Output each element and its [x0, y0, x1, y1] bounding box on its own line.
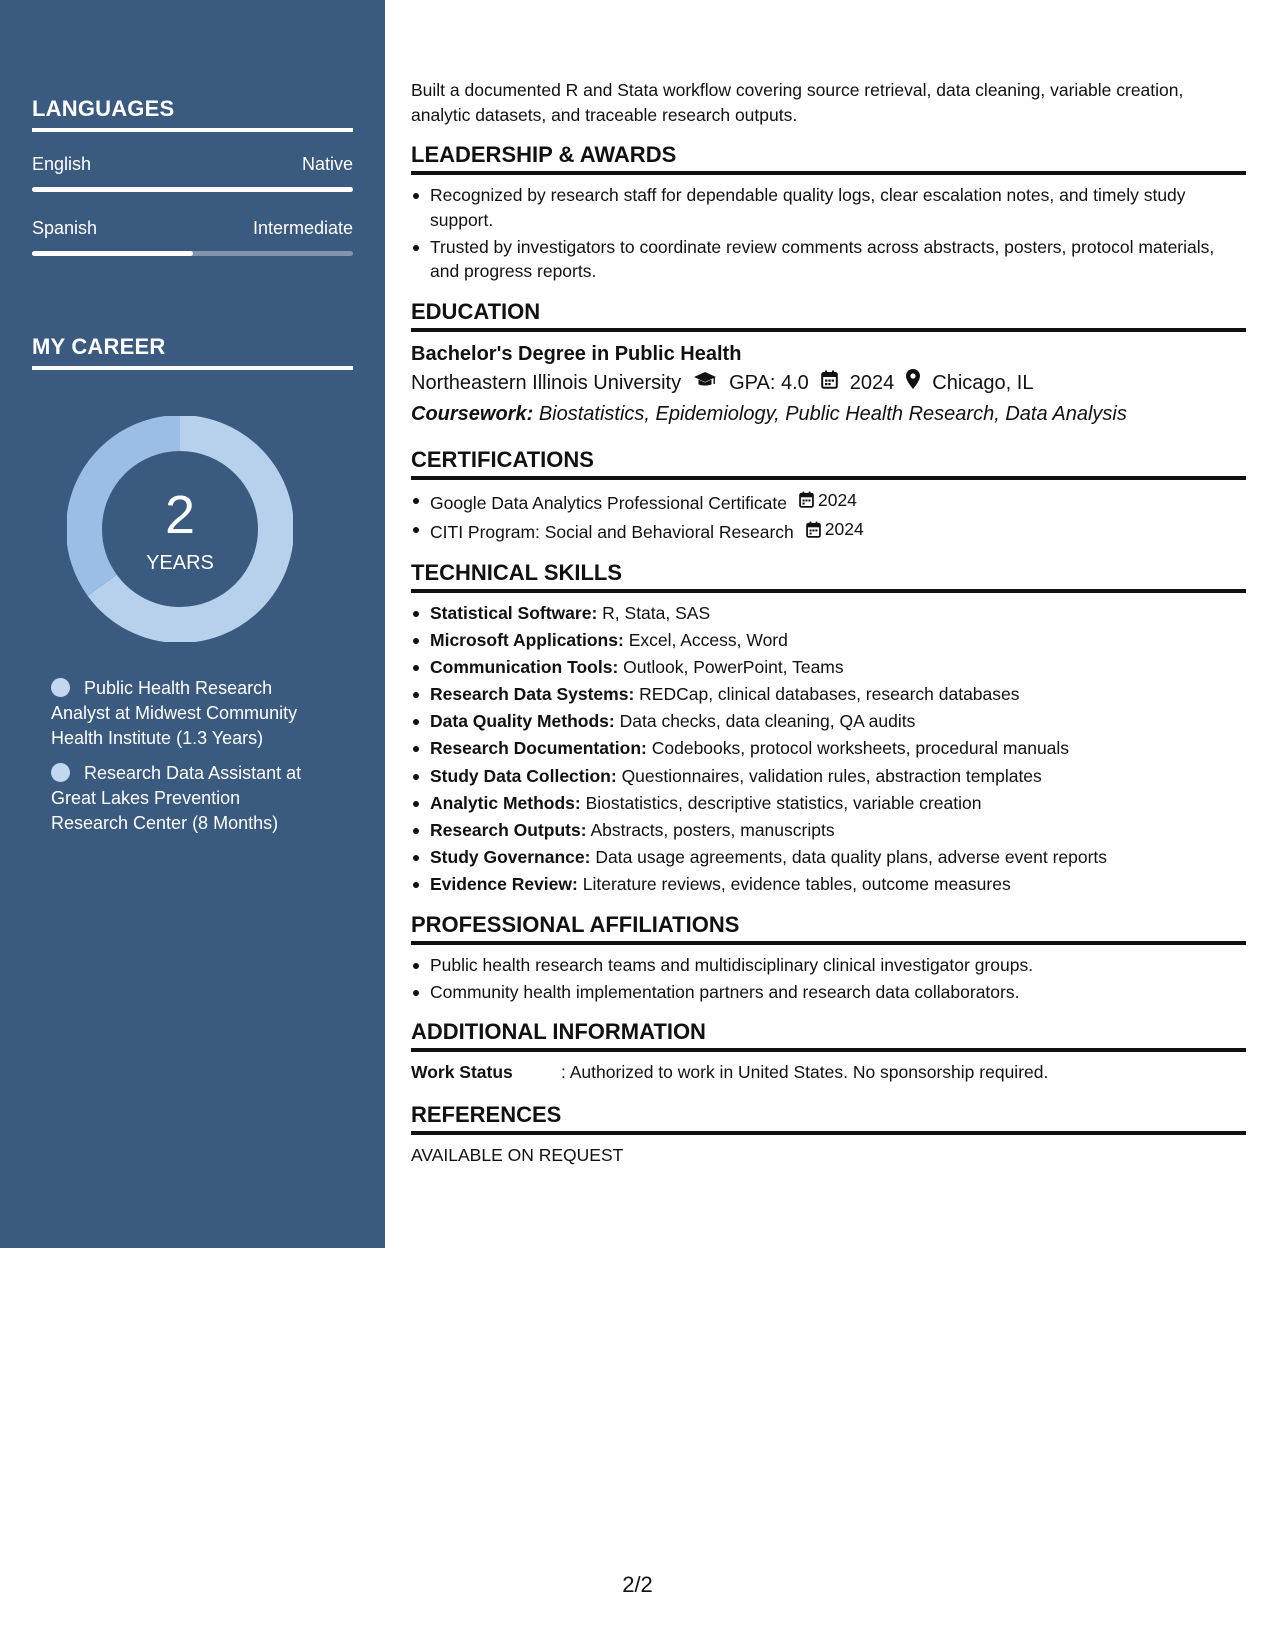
coursework-label: Coursework:: [411, 402, 534, 425]
career-years-number: 2: [164, 485, 196, 545]
skill-value: Abstracts, posters, manuscripts: [590, 820, 835, 840]
skill-label: Study Data Collection:: [430, 765, 617, 786]
skill-item: [411, 791, 1246, 816]
graduation-cap-icon: [693, 368, 717, 399]
education-details: [411, 368, 1246, 399]
skill-value: Data checks, data cleaning, QA audits: [619, 711, 916, 732]
certification-date: [806, 517, 864, 542]
skills-list: [411, 601, 1246, 897]
calendar-icon: [799, 491, 814, 508]
work-status-value: : Authorized to work in United States. No sponsorship required.: [561, 1062, 1049, 1083]
language-proficiency-bar: [32, 251, 353, 256]
language-level: Intermediate: [252, 218, 353, 238]
language-name: Spanish: [32, 218, 98, 238]
certification-name: Google Data Analytics Professional Certificate: [430, 492, 787, 513]
skill-item: [411, 601, 1246, 626]
certification-date: [799, 488, 857, 513]
skill-value: REDCap, clinical databases, research databases: [639, 684, 1020, 705]
references-text: AVAILABLE ON REQUEST: [411, 1144, 624, 1165]
education-year: 2024: [849, 371, 895, 394]
language-row-english: [32, 154, 353, 175]
education-school: Northeastern Illinois University: [411, 371, 682, 394]
affiliation-item: Community health implementation partners and research data collaborators.: [411, 980, 1246, 1005]
skill-label: Statistical Software:: [430, 602, 598, 623]
certifications-list: [411, 488, 1246, 545]
calendar-icon: [806, 521, 821, 538]
affiliation-item: Public health research teams and multidisciplinary clinical investigator groups.: [411, 953, 1246, 978]
certifications-heading: CERTIFICATIONS: [411, 446, 1246, 480]
skill-label: Study Governance:: [430, 847, 591, 868]
education-degree: Bachelor's Degree in Public Health: [411, 342, 742, 365]
career-years-unit: YEARS: [146, 552, 214, 574]
sidebar: [0, 0, 385, 1248]
language-level: Native: [301, 154, 353, 174]
skill-label: Data Quality Methods:: [430, 711, 615, 732]
career-item-text: Public Health Research Analyst at Midwest Community Health Institute (1.3 Years): [51, 678, 298, 748]
career-item-text: Research Data Assistant at Great Lakes Prevention Research Center (8 Months): [51, 763, 302, 833]
education-gpa: GPA: 4.0: [729, 371, 809, 394]
skill-label: Research Outputs:: [430, 820, 587, 840]
languages-heading: LANGUAGES: [32, 96, 353, 132]
leadership-item: Recognized by research staff for dependable quality logs, clear escalation notes, and timely study support.: [411, 183, 1246, 232]
skill-item: [411, 872, 1246, 897]
certification-year: 2024: [817, 489, 857, 510]
career-dot-icon: [51, 763, 70, 782]
language-row-spanish: [32, 218, 353, 239]
education-coursework: [411, 399, 1246, 430]
career-dot-icon: [51, 678, 70, 697]
career-heading: MY CAREER: [32, 334, 353, 370]
skill-value: Biostatistics, descriptive statistics, variable creation: [585, 792, 982, 813]
skill-value: Data usage agreements, data quality plans, adverse event reports: [595, 847, 1108, 868]
leadership-list: [411, 183, 1246, 284]
skill-label: Evidence Review:: [430, 874, 578, 895]
skill-label: Analytic Methods:: [430, 792, 581, 813]
skill-item: [411, 818, 1246, 843]
skill-value: Literature reviews, evidence tables, outcome measures: [582, 874, 1011, 895]
language-name: English: [32, 154, 92, 174]
skill-value: Outlook, PowerPoint, Teams: [623, 656, 844, 677]
additional-info-heading: ADDITIONAL INFORMATION: [411, 1018, 1246, 1052]
skill-item: [411, 655, 1246, 680]
skill-item: [411, 764, 1246, 789]
page-number: 2/2: [622, 1572, 653, 1597]
certification-item: [411, 517, 1246, 544]
skill-item: [411, 736, 1246, 761]
skill-item: [411, 682, 1246, 707]
affiliations-list: [411, 953, 1246, 1005]
leadership-heading: LEADERSHIP & AWARDS: [411, 141, 1246, 175]
affiliations-heading: PROFESSIONAL AFFILIATIONS: [411, 911, 1246, 945]
skill-value: Excel, Access, Word: [628, 629, 788, 650]
skill-label: Microsoft Applications:: [430, 629, 624, 650]
work-status-row: [411, 1060, 1246, 1085]
certification-year: 2024: [824, 519, 864, 540]
coursework-value: Biostatistics, Epidemiology, Public Health Research, Data Analysis: [538, 402, 1127, 425]
references-heading: REFERENCES: [411, 1101, 1246, 1135]
education-location: Chicago, IL: [932, 371, 1034, 394]
location-pin-icon: [906, 368, 920, 399]
career-list: [51, 676, 321, 836]
intro-text: Built a documented R and Stata workflow covering source retrieval, data cleaning, variable creation, analytic datasets, and traceable research outputs.: [411, 80, 1184, 125]
skills-heading: TECHNICAL SKILLS: [411, 559, 1246, 593]
leadership-item: Trusted by investigators to coordinate review comments across abstracts, posters, protocol materials, and progress reports.: [411, 235, 1246, 284]
skill-value: Codebooks, protocol worksheets, procedural manuals: [651, 738, 1070, 759]
career-item: [51, 761, 321, 836]
main-content: [411, 78, 1246, 1167]
skill-label: Research Documentation:: [430, 738, 647, 759]
skill-label: Communication Tools:: [430, 656, 619, 677]
career-years-donut: [67, 416, 293, 642]
skill-item: [411, 845, 1246, 870]
skill-value: R, Stata, SAS: [602, 602, 711, 623]
calendar-icon: [821, 368, 838, 399]
certification-name: CITI Program: Social and Behavioral Research: [430, 522, 794, 542]
skill-item: [411, 709, 1246, 734]
language-proficiency-bar: [32, 187, 353, 192]
certification-item: [411, 488, 1246, 515]
language-proficiency-fill: [32, 187, 353, 192]
education-heading: EDUCATION: [411, 298, 1246, 332]
career-item: [51, 676, 321, 751]
work-status-label: Work Status: [411, 1062, 513, 1083]
skill-value: Questionnaires, validation rules, abstraction templates: [621, 765, 1042, 786]
skill-item: [411, 628, 1246, 653]
language-proficiency-fill: [32, 251, 193, 256]
skill-label: Research Data Systems:: [430, 684, 635, 705]
